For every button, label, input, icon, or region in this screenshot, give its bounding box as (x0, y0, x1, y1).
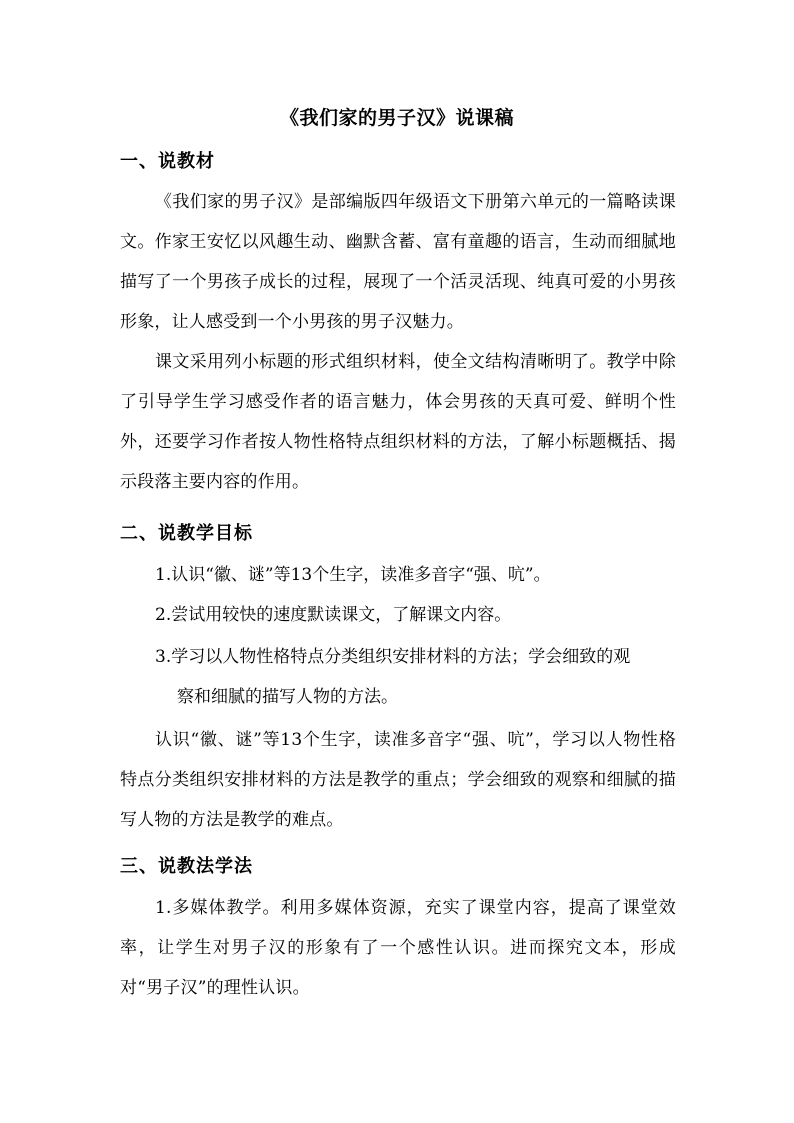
goal-item-1: 1.认识“徽、谜”等13个生字，读准多音字“强、吭”。 (155, 565, 551, 585)
paragraph-textbook-structure: 课文采用列小标题的形式组织材料，使全文结构清晰明了。教学中除了引导学生学习感受作者的语言魅力，体会男孩的天真可爱、鲜明个性外，还要学习作者按人物性格特点组织材料的方法，了解小标题概括、揭示段落主要内容的作用。 (120, 352, 676, 492)
section-heading-methods: 三、说教法学法 (120, 856, 253, 877)
paragraph-key-points: 认识“徽、谜”等13个生字，读准多音字“强、吭”，学习以人物性格特点分类组织安排材料的方法是教学的重点；学会细致的观察和细腻的描写人物的方法是教学的难点。 (120, 730, 676, 830)
paragraph-textbook-intro: 《我们家的男子汉》是部编版四年级语文下册第六单元的一篇略读课文。作家王安忆以风趣生动、幽默含蓄、富有童趣的语言，生动而细腻地描写了一个男孩子成长的过程，展现了一个活灵活现、纯真可爱的小男孩形象，让人感受到一个小男孩的男子汉魅力。 (120, 192, 676, 332)
goal-item-2: 2.尝试用较快的速度默读课文，了解课文内容。 (155, 605, 512, 625)
paragraph-method-1: 1.多媒体教学。利用多媒体资源，充实了课堂内容，提高了课堂效率，让学生对男子汉的形象有了一个感性认识。进而探究文本，形成对“男子汉”的理性认识。 (120, 898, 676, 998)
document-title: 《我们家的男子汉》说课稿 (279, 107, 514, 129)
section-heading-textbook: 一、说教材 (120, 151, 215, 172)
section-heading-teaching-goals: 二、说教学目标 (120, 523, 253, 544)
goal-item-3-line-2: 察和细腻的描写人物的方法。 (177, 687, 398, 707)
goal-item-3-line-1: 3.学习以人物性格特点分类组织安排材料的方法；学会细致的观 (155, 647, 631, 667)
